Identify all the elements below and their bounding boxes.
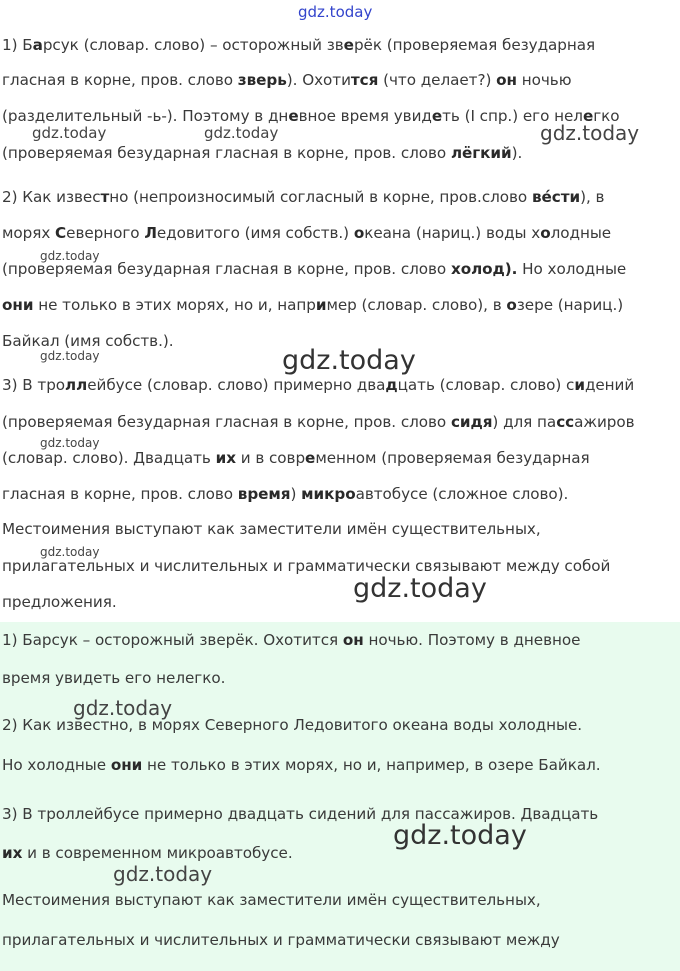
answer-p2-line-1: 2) Как известно, в морях Северного Ледовитого океана воды холодные. [2, 716, 583, 734]
task-p1-line-1: 1) Барсук (словар. слово) – осторожный зверёк (проверяемая безударная [2, 36, 596, 54]
answer-p2-line-2: Но холодные они не только в этих морях, но и, например, в озере Байкал. [2, 756, 601, 774]
watermark: gdz.today [40, 545, 100, 559]
task-p2-line-3: (проверяемая безударная гласная в корне, пров. слово холод). Но холодные [2, 260, 627, 278]
watermark: gdz.today [32, 124, 107, 142]
task-conclusion-line-3: предложения. [2, 593, 117, 611]
task-p2-line-2: морях Северного Ледовитого (имя собств.) океана (нариц.) воды холодные [2, 224, 612, 242]
answer-conclusion-line-1: Местоимения выступают как заместители имён существительных, [2, 891, 541, 909]
watermark: gdz.today [204, 124, 279, 142]
task-p2-line-5: Байкал (имя собств.). [2, 332, 174, 350]
answer-conclusion-line-2: прилагательных и числительных и грамматически связывают между [2, 931, 560, 949]
watermark: gdz.today [40, 349, 100, 363]
task-p3-line-2: (проверяемая безударная гласная в корне, пров. слово сидя) для пассажиров [2, 413, 635, 431]
answer-p1-line-1: 1) Барсук – осторожный зверёк. Охотится он ночью. Поэтому в дневное [2, 631, 581, 649]
task-p2-line-4: они не только в этих морях, но и, например (словар. слово), в озере (нариц.) [2, 296, 624, 314]
watermark: gdz.today [353, 573, 487, 604]
task-p1-line-4: (проверяемая безударная гласная в корне, пров. слово лёгкий). [2, 144, 523, 162]
watermark: gdz.today [282, 345, 416, 376]
answer-section [0, 622, 680, 971]
watermark: gdz.today [540, 121, 640, 145]
task-p2-line-1: 2) Как известно (непроизносимый согласный в корне, пров.слово ве́сти), в [2, 188, 605, 206]
task-p3-line-1: 3) В троллейбусе (словар. слово) примерно двадцать (словар. слово) сидений [2, 376, 635, 394]
task-p1-line-3: (разделительный -ь-). Поэтому в дневное время увидеть (I спр.) его нелегко [2, 107, 620, 125]
watermark: gdz.today [393, 820, 527, 851]
answer-p3-line-1: 3) В троллейбусе примерно двадцать сидений для пассажиров. Двадцать [2, 805, 599, 823]
task-p3-line-4: гласная в корне, пров. слово время) микроавтобусе (сложное слово). [2, 485, 569, 503]
watermark: gdz.today [73, 696, 173, 720]
task-conclusion-line-2: прилагательных и числительных и грамматически связывают между собой [2, 557, 611, 575]
watermark: gdz.today [40, 249, 100, 263]
watermark: gdz.today [40, 436, 100, 450]
task-p3-line-3: (словар. слово). Двадцать их и в современном (проверяемая безударная [2, 449, 590, 467]
answer-p1-line-2: время увидеть его нелегко. [2, 669, 226, 687]
watermark: gdz.today [113, 862, 213, 886]
answer-p3-line-2: их и в современном микроавтобусе. [2, 844, 293, 862]
task-p1-line-2: гласная в корне, пров. слово зверь). Охотится (что делает?) он ночью [2, 71, 572, 89]
watermark-top: gdz.today [298, 3, 373, 21]
task-conclusion-line-1: Местоимения выступают как заместители имён существительных, [2, 520, 541, 538]
